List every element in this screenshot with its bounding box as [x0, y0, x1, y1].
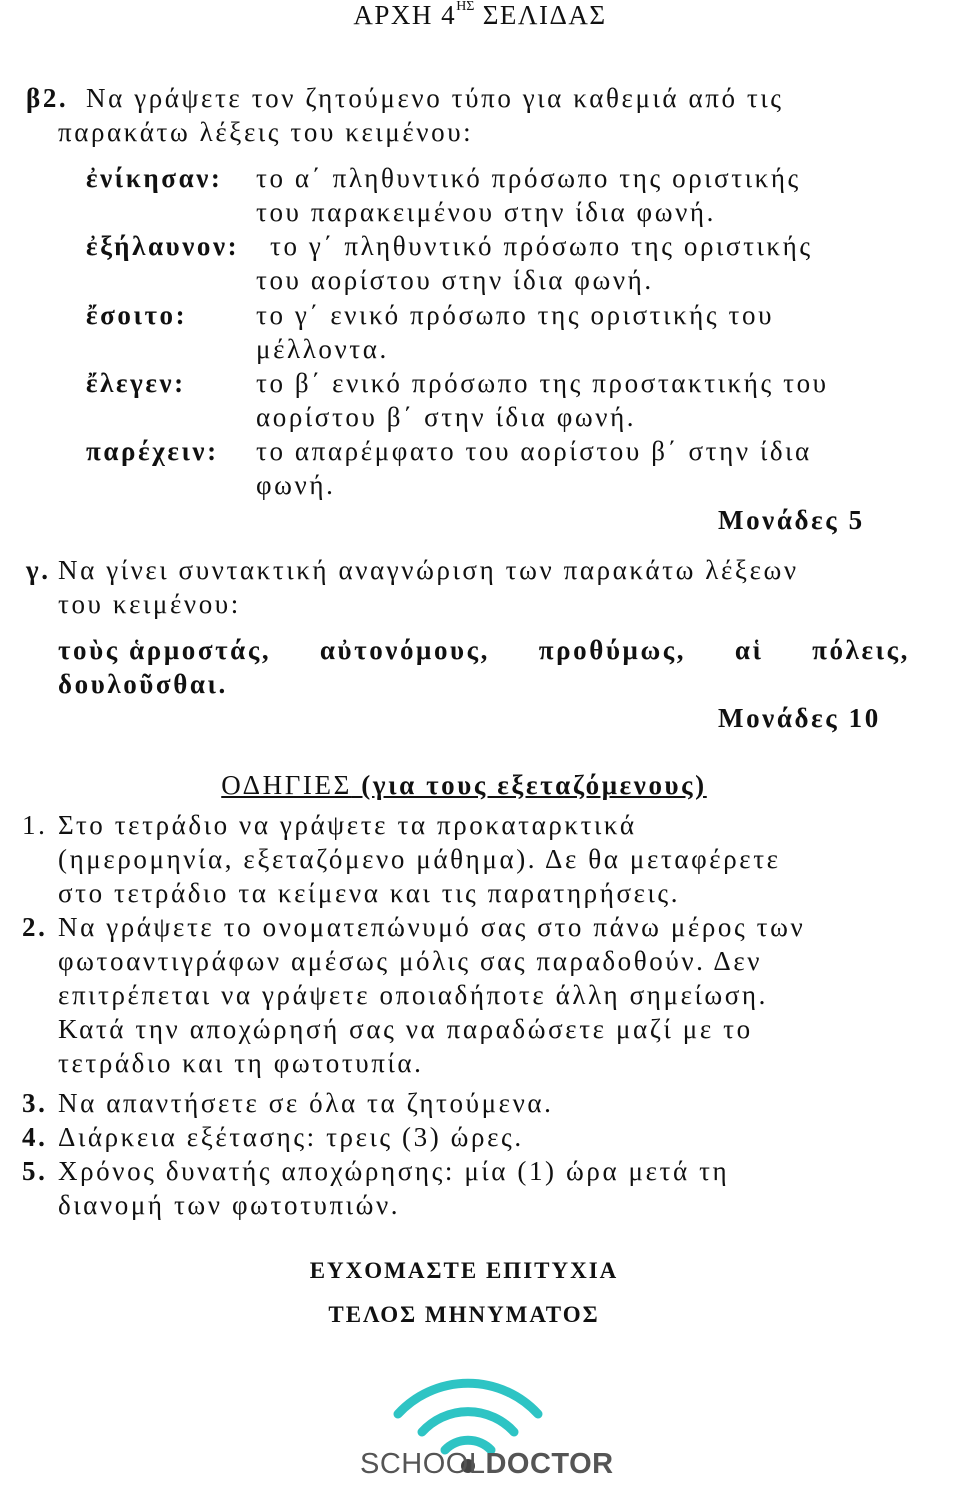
b2-desc-3b: μέλλοντα.	[256, 334, 389, 364]
instr-2-line-5: τετράδιο και τη φωτοτυπία.	[58, 1048, 424, 1078]
b2-word-1: ἐνίκησαν:	[86, 163, 223, 193]
instr-2-line-4: Κατά την αποχώρησή σας να παραδώσετε μαζί με το	[58, 1014, 753, 1044]
instr-5-line-1: Χρόνος δυνατής αποχώρησης: μία (1) ώρα μετά τη	[58, 1156, 730, 1186]
b2-desc-1b: του παρακειμένου στην ίδια φωνή.	[256, 197, 716, 227]
question-g-line2: του κειμένου:	[58, 589, 241, 619]
b2-desc-5b: φωνή.	[256, 470, 336, 500]
b2-desc-1a: το α΄ πληθυντικό πρόσωπο της οριστικής	[256, 163, 801, 193]
schooldoctor-logo	[350, 1362, 614, 1484]
question-g-line1: Να γίνει συντακτική αναγνώριση των παρακάτω λέξεων	[58, 555, 799, 585]
instr-2-line-2: φωτοαντιγράφων αμέσως μόλις σας παραδοθούν. Δεν	[58, 946, 763, 976]
b2-word-4: ἔλεγεν:	[86, 368, 186, 398]
instr-1-line-3: στο τετράδιο τα κείμενα και τις παρατηρήσεις.	[58, 878, 681, 908]
g-word-3: προθύμως,	[538, 635, 687, 665]
question-g-number: γ.	[26, 555, 51, 585]
instr-1-line-2: (ημερομηνία, εξεταζόμενο μάθημα). Δε θα μεταφέρετε	[58, 844, 781, 874]
g-word-2: αὐτονόμους,	[319, 635, 491, 665]
question-g-words	[58, 635, 910, 666]
instr-2-line-3: επιτρέπεται να γράψετε οποιαδήποτε άλλη σημείωση.	[58, 980, 768, 1010]
instructions-title-b: (για τους εξεταζόμενους)	[351, 770, 707, 800]
question-b2-line1: Να γράψετε τον ζητούμενο τύπο για καθεμιά από τις	[86, 83, 784, 113]
instr-num-2: 2.	[22, 912, 48, 942]
logo-wordmark	[360, 1448, 614, 1481]
closing-wish: ΕΥΧΟΜΑΣΤΕ ΕΠΙΤΥΧΙΑ	[309, 1258, 619, 1283]
g-word-5: πόλεις,	[812, 635, 910, 665]
b2-word-3: ἔσοιτο:	[86, 300, 188, 330]
b2-desc-5a: το απαρέμφατο του αορίστου β΄ στην ίδια	[256, 436, 812, 466]
instr-num-3: 3.	[22, 1088, 48, 1118]
logo-text-doctor: DOCTOR	[485, 1448, 614, 1480]
g-points: Μονάδες 10	[718, 703, 881, 733]
instr-num-4: 4.	[22, 1122, 48, 1152]
g-word-4: αἱ	[734, 635, 764, 665]
instr-num-5: 5.	[22, 1156, 48, 1186]
instr-num-1: 1.	[22, 810, 48, 840]
b2-word-5: παρέχειν:	[86, 436, 219, 466]
closing-end: ΤΕΛΟΣ ΜΗΝΥΜΑΤΟΣ	[328, 1302, 600, 1327]
page-header	[0, 0, 960, 31]
b2-desc-4a: το β΄ ενικό πρόσωπο της προστακτικής του	[256, 368, 829, 398]
b2-points: Μονάδες 5	[718, 505, 865, 535]
header-text-2: ΣΕΛΙΔΑΣ	[482, 0, 607, 30]
instr-3-line-1: Να απαντήσετε σε όλα τα ζητούμενα.	[58, 1088, 554, 1118]
instr-1-line-1: Στο τετράδιο να γράψετε τα προκαταρκτικά	[58, 810, 637, 840]
g-word-1: τοὺς ἁρμοστάς,	[58, 635, 272, 665]
question-b2-line2: παρακάτω λέξεις του κειμένου:	[58, 117, 474, 147]
b2-word-2: ἐξήλαυνον:	[86, 231, 240, 261]
instructions-title-a: ΟΔΗΓΙΕΣ	[221, 770, 352, 800]
header-text: ΑΡΧΗ 4	[353, 0, 457, 30]
instructions-title	[0, 770, 928, 801]
b2-desc-2b: του αορίστου στην ίδια φωνή.	[256, 265, 654, 295]
instr-4-line-1: Διάρκεια εξέτασης: τρεις (3) ώρες.	[58, 1122, 524, 1152]
question-b2-number: β2.	[26, 83, 69, 113]
b2-desc-3a: το γ΄ ενικό πρόσωπο της οριστικής του	[256, 300, 775, 330]
header-sup: ΗΣ	[456, 0, 475, 14]
b2-desc-2a: το γ΄ πληθυντικό πρόσωπο της οριστικής	[270, 231, 813, 261]
logo-text-school: SCHOOL	[360, 1448, 486, 1480]
instr-2-line-1: Να γράψετε το ονοματεπώνυμό σας στο πάνω μέρος των	[58, 912, 806, 942]
b2-desc-4b: αορίστου β΄ στην ίδια φωνή.	[256, 402, 637, 432]
g-word-6: δουλοῦσθαι.	[58, 669, 228, 699]
instr-5-line-2: διανομή των φωτοτυπιών.	[58, 1190, 401, 1220]
